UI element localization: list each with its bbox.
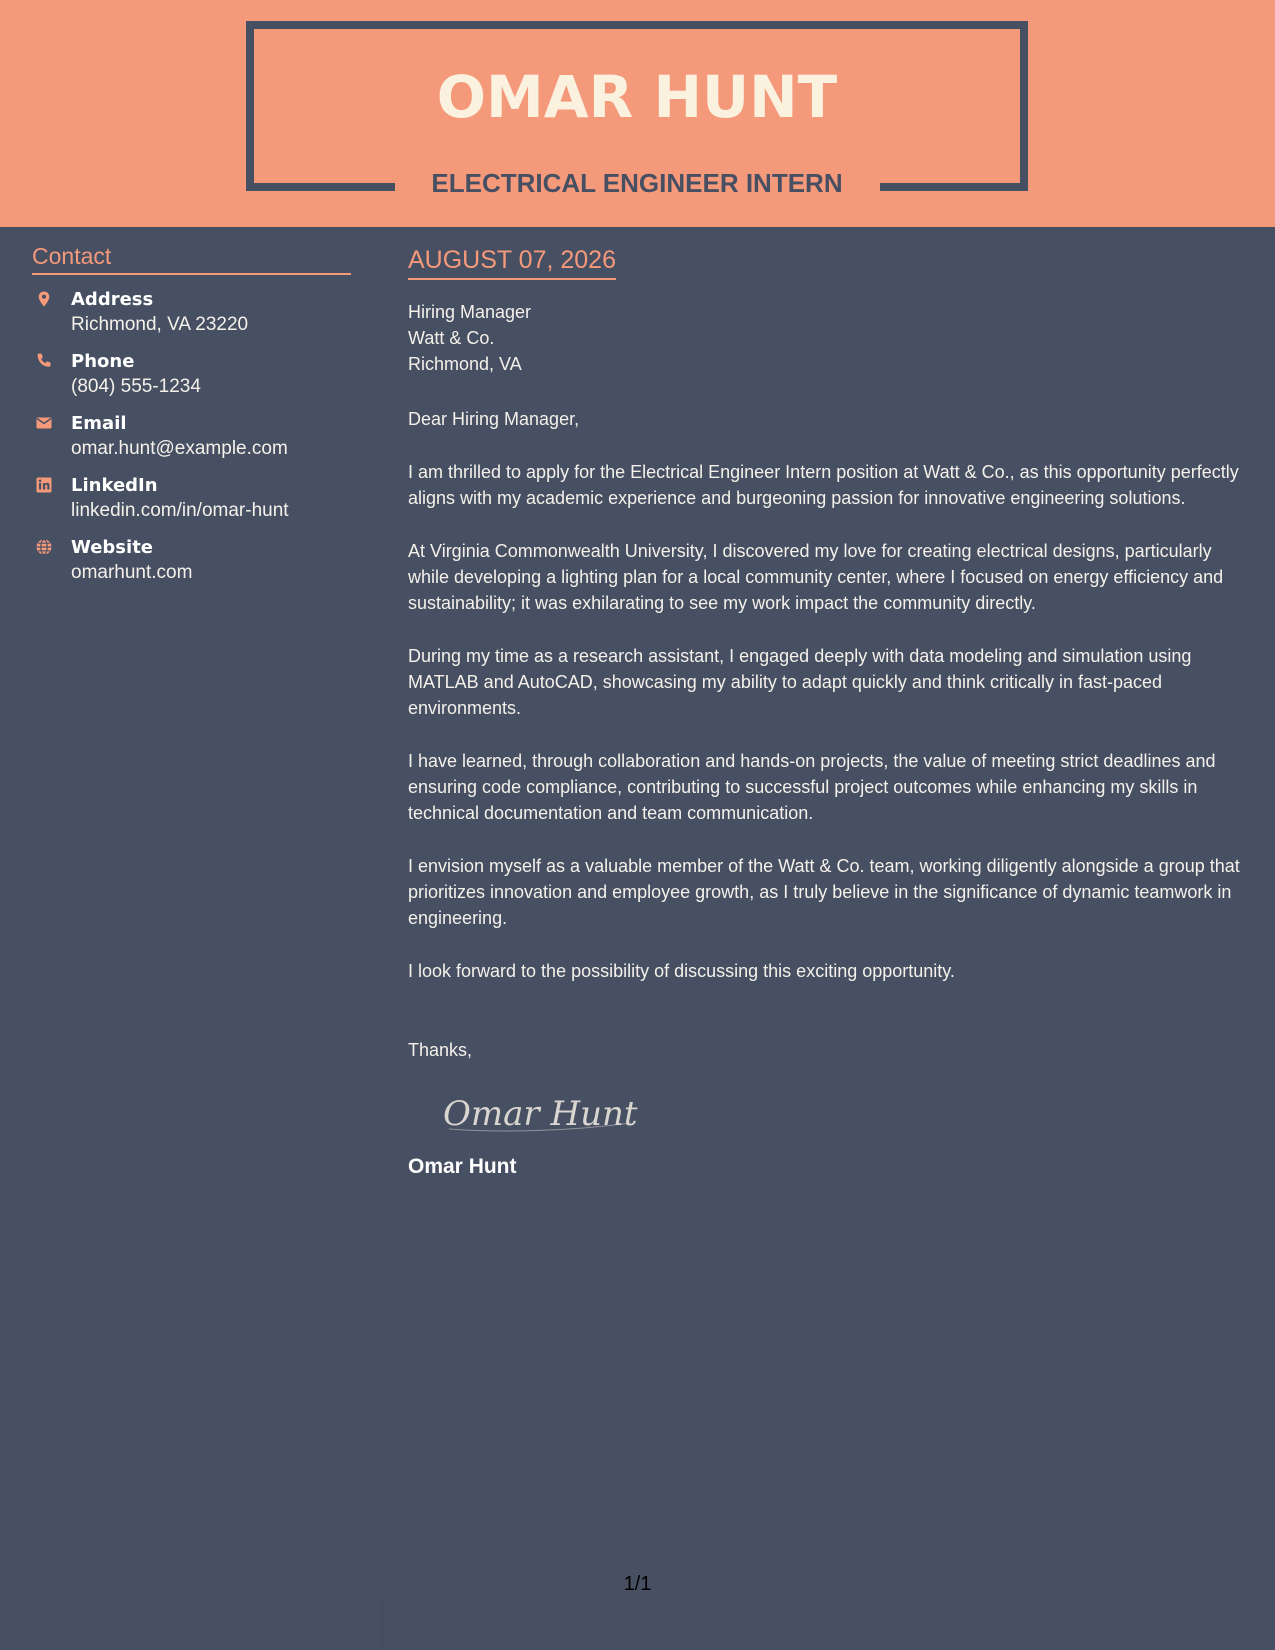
linkedin-icon bbox=[35, 476, 53, 494]
contact-label-linkedin: LinkedIn bbox=[71, 475, 158, 496]
signer-name: Omar Hunt bbox=[408, 1155, 517, 1178]
contact-value-email[interactable]: omar.hunt@example.com bbox=[71, 438, 288, 459]
contact-item-address bbox=[32, 287, 351, 337]
letter-paragraph: At Virginia Commonwealth University, I discovered my love for creating electrical designs, particularly while developing a lighting plan for a local community center, where I focused on energy efficiency and sustainability; it was exhilarating to see my work impact the community directly. bbox=[408, 541, 1224, 613]
divider bbox=[382, 1598, 383, 1650]
letter-paragraph: I look forward to the possibility of discussing this exciting opportunity. bbox=[408, 961, 955, 981]
contact-label-address: Address bbox=[71, 289, 154, 310]
recipient-location: Richmond, VA bbox=[408, 354, 522, 374]
contact-sidebar bbox=[32, 240, 351, 597]
frame-top-border bbox=[246, 21, 1028, 29]
contact-value-phone[interactable]: (804) 555-1234 bbox=[71, 376, 201, 397]
page-number: 1/1 bbox=[623, 1573, 652, 1595]
handwritten-signature bbox=[441, 1085, 1253, 1137]
letter-paragraph: During my time as a research assistant, I engaged deeply with data modeling and simulation using MATLAB and AutoCAD, showcasing my ability to adapt quickly and think critically in fast-paced environments. bbox=[408, 646, 1192, 718]
contact-list bbox=[32, 287, 351, 585]
applicant-name: OMAR HUNT bbox=[436, 63, 838, 131]
letter-paragraph: I envision myself as a valuable member of the Watt & Co. team, working diligently alongside a group that prioritizes innovation and employee growth, as I truly believe in the significance of dynamic teamwork in engineering. bbox=[408, 856, 1240, 928]
contact-label-email: Email bbox=[71, 413, 127, 434]
frame-left-border bbox=[246, 21, 254, 191]
envelope-icon bbox=[35, 414, 53, 432]
recipient-title: Hiring Manager bbox=[408, 302, 532, 322]
contact-item-website bbox=[32, 535, 351, 585]
signature-text: Omar Hunt bbox=[443, 1094, 638, 1134]
salutation: Dear Hiring Manager, bbox=[408, 409, 580, 429]
letter-paragraph: I am thrilled to apply for the Electrical Engineer Intern position at Watt & Co., as this opportunity perfectly aligns with my academic experience and burgeoning passion for innovative engineering solutions. bbox=[408, 462, 1239, 508]
contact-value-address: Richmond, VA 23220 bbox=[71, 314, 249, 335]
recipient-block bbox=[408, 299, 1253, 377]
contact-label-phone: Phone bbox=[71, 351, 135, 372]
contact-item-phone bbox=[32, 349, 351, 399]
letter-body bbox=[408, 243, 1253, 1181]
frame-right-border bbox=[1020, 21, 1028, 191]
contact-item-email bbox=[32, 411, 351, 461]
header-banner bbox=[0, 0, 1275, 227]
letter-paragraph: I have learned, through collaboration and hands-on projects, the value of meeting strict deadlines and ensuring code compliance, contributing to successful project outcomes while enhancing my skills in technical documentation and team communication. bbox=[408, 751, 1216, 823]
contact-heading: Contact bbox=[32, 240, 351, 275]
recipient-company: Watt & Co. bbox=[408, 328, 495, 348]
phone-icon bbox=[35, 352, 53, 370]
contact-value-linkedin[interactable]: linkedin.com/in/omar-hunt bbox=[71, 500, 289, 521]
map-pin-icon bbox=[35, 290, 53, 308]
contact-item-linkedin bbox=[32, 473, 351, 523]
contact-label-website: Website bbox=[71, 537, 154, 558]
closing: Thanks, bbox=[408, 1040, 473, 1060]
contact-value-website[interactable]: omarhunt.com bbox=[71, 562, 193, 583]
job-title: ELECTRICAL ENGINEER INTERN bbox=[431, 168, 843, 198]
letter-date: AUGUST 07, 2026 bbox=[408, 243, 616, 280]
globe-icon bbox=[35, 538, 53, 556]
